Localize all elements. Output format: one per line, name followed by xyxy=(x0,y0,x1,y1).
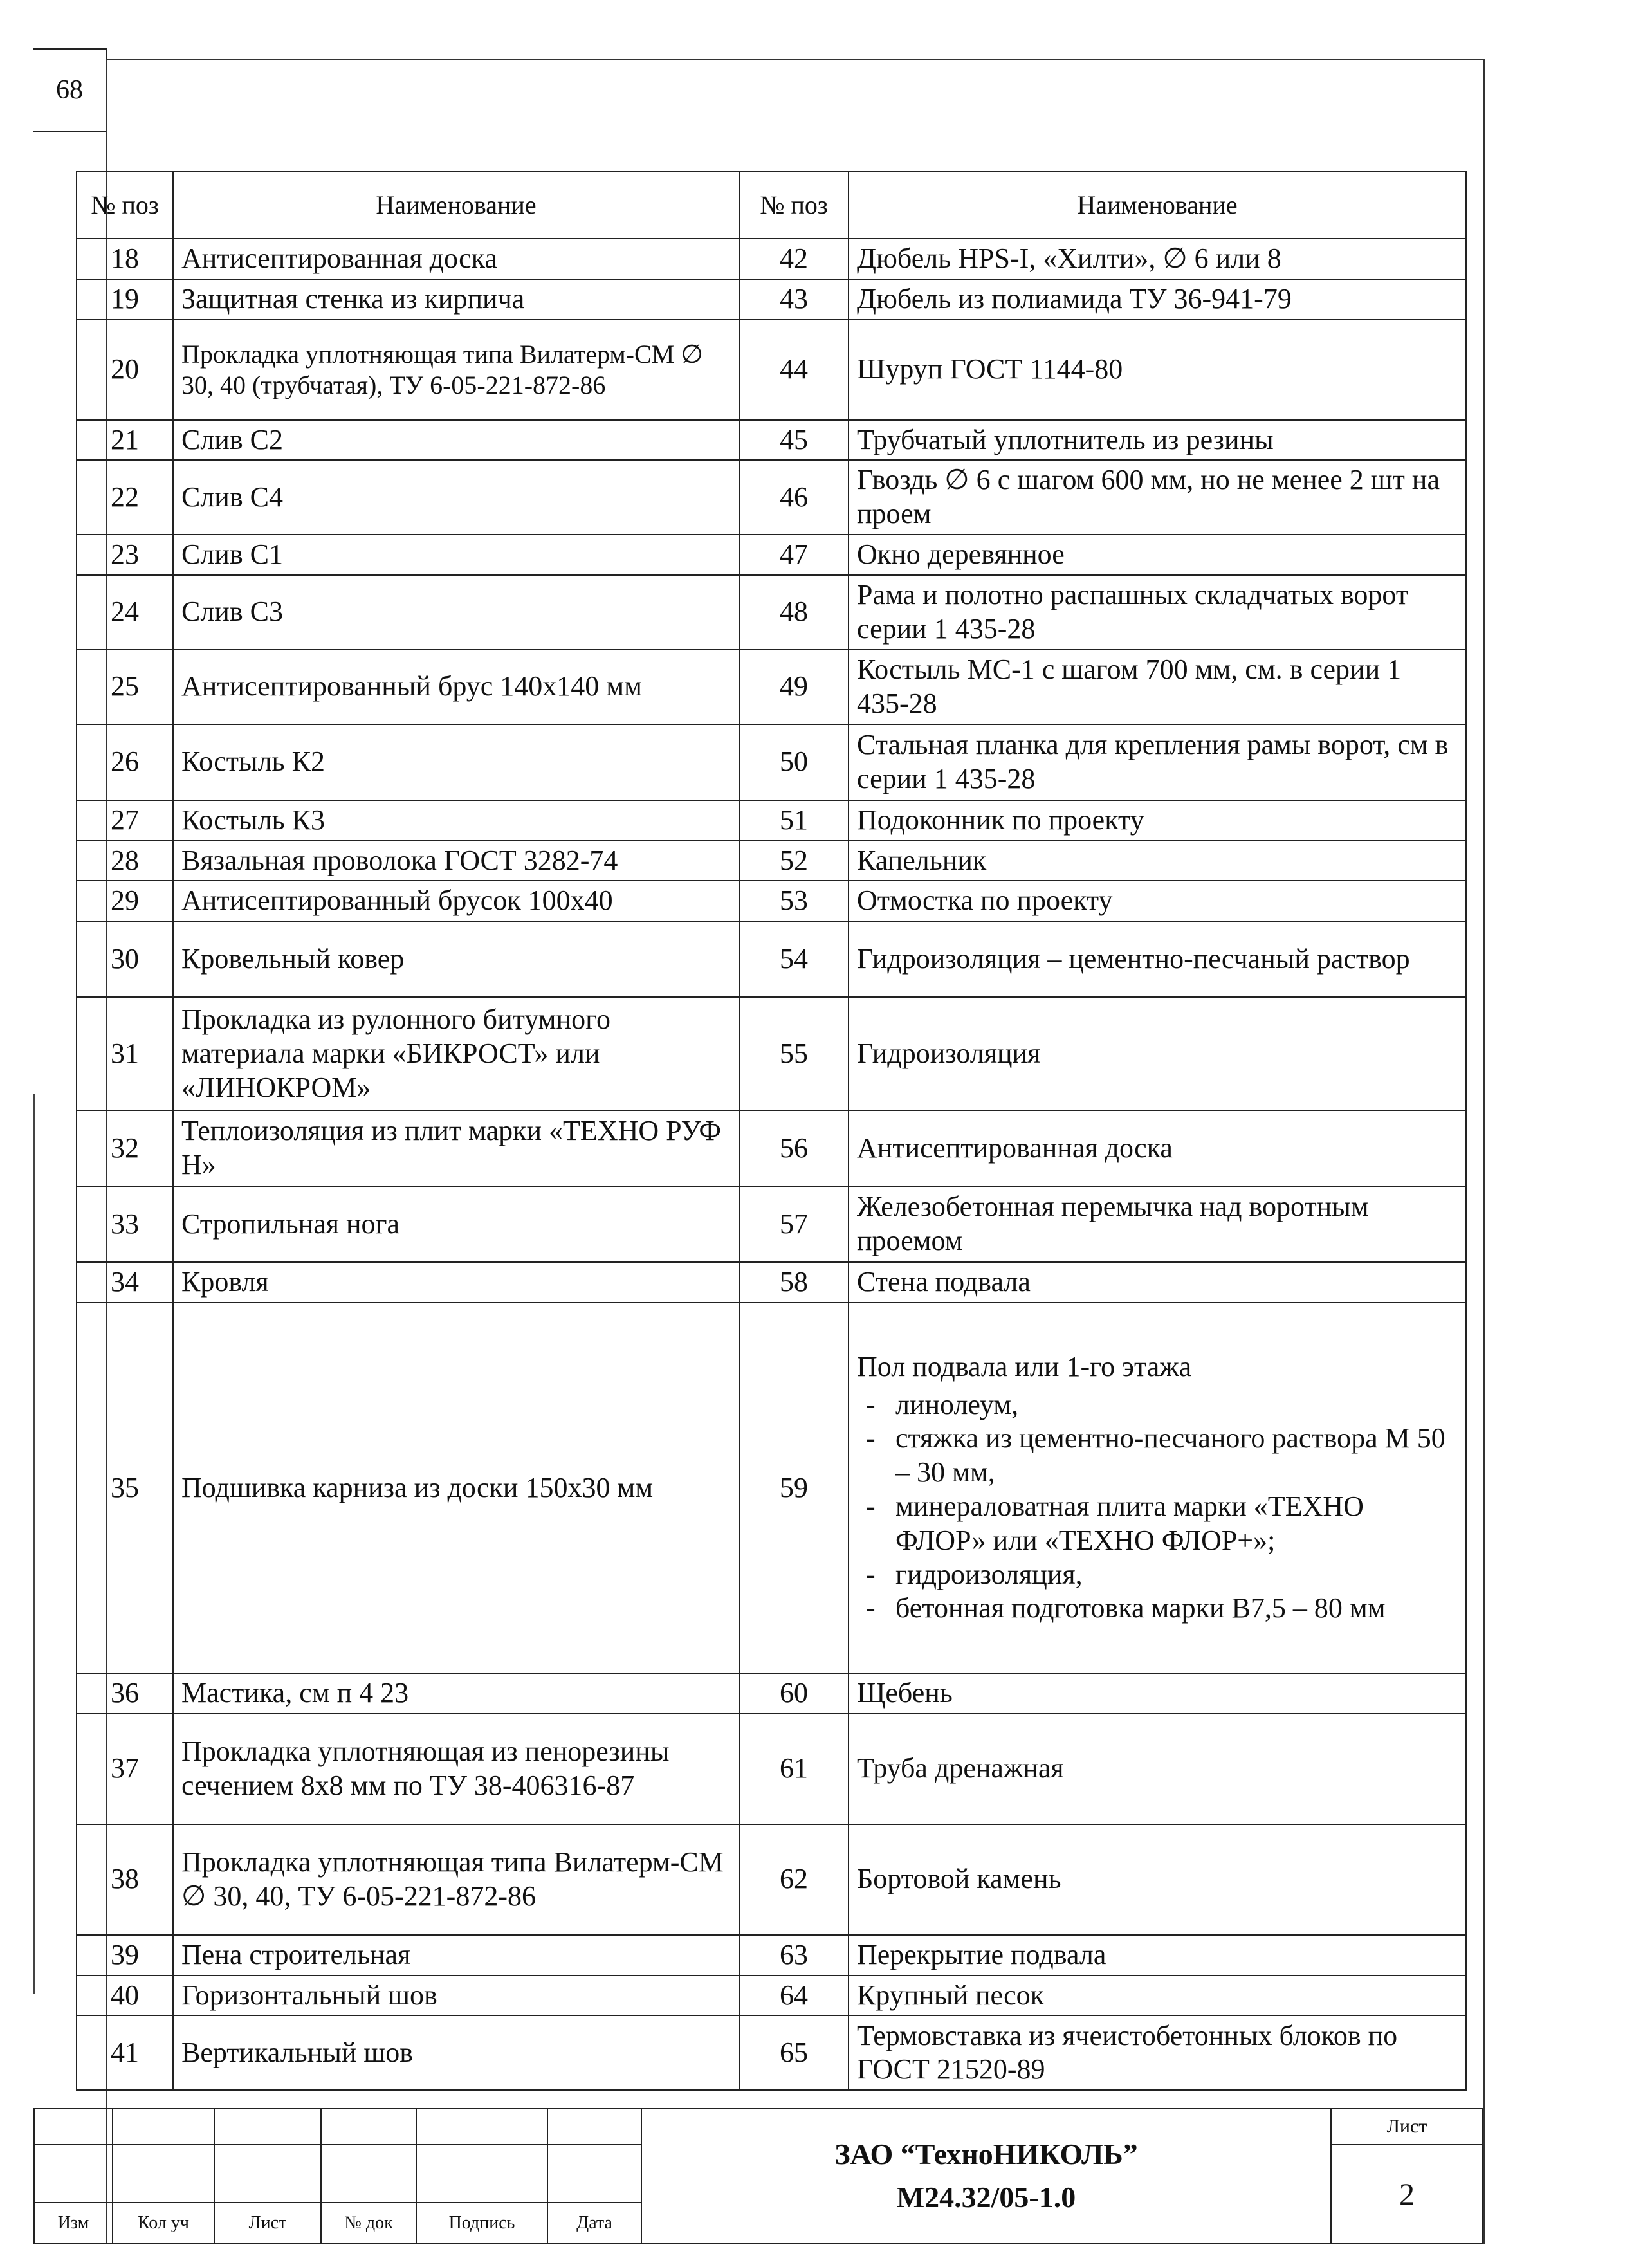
name-cell: Щебень xyxy=(849,1673,1466,1714)
table-row xyxy=(77,460,1466,535)
pos-cell: 36 xyxy=(77,1673,173,1714)
name-cell: Капельник xyxy=(849,841,1466,881)
header-name-right: Наименование xyxy=(849,172,1466,239)
sheet-label: Лист xyxy=(1331,2109,1483,2145)
name-cell: Антисептированный брусок 100х40 xyxy=(173,881,739,921)
pos-cell: 38 xyxy=(77,1824,173,1935)
pos-cell: 44 xyxy=(739,320,849,420)
pos-cell: 59 xyxy=(739,1303,849,1673)
stamp-blank-cell xyxy=(547,2145,641,2203)
pos-cell: 43 xyxy=(739,279,849,320)
header-pos-right: № поз xyxy=(739,172,849,239)
pos-cell: 25 xyxy=(77,650,173,724)
pos-cell: 40 xyxy=(77,1976,173,2016)
name-cell: Антисептированная доска xyxy=(173,239,739,279)
sheet-number: 2 xyxy=(1331,2145,1483,2244)
name-cell: Окно деревянное xyxy=(849,535,1466,575)
stamp-blank-cell xyxy=(547,2109,641,2145)
table-row xyxy=(77,1824,1466,1935)
header-pos-left: № поз xyxy=(77,172,173,239)
pos-cell: 24 xyxy=(77,575,173,650)
stamp-col-date: Дата xyxy=(547,2203,641,2244)
page-number xyxy=(33,48,107,132)
table-row xyxy=(77,881,1466,921)
name-cell: Перекрытие подвала xyxy=(849,1935,1466,1976)
name-cell: Отмостка по проекту xyxy=(849,881,1466,921)
name-cell: Подоконник по проекту xyxy=(849,800,1466,841)
pos-cell: 32 xyxy=(77,1110,173,1186)
table-header-row xyxy=(77,172,1466,239)
table-row xyxy=(77,997,1466,1110)
table-row xyxy=(77,1110,1466,1186)
table-row xyxy=(77,921,1466,997)
name-cell: Антисептированный брус 140х140 мм xyxy=(173,650,739,724)
pos-cell: 45 xyxy=(739,420,849,461)
pos-cell: 28 xyxy=(77,841,173,881)
name-cell: Дюбель HPS-I, «Хилти», ∅ 6 или 8 xyxy=(849,239,1466,279)
pos-cell: 41 xyxy=(77,2015,173,2090)
pos-cell: 20 xyxy=(77,320,173,420)
page-number-text: 68 xyxy=(56,75,83,105)
stamp-col-doc: № док xyxy=(321,2203,416,2244)
name-cell: Железобетонная перемычка над воротным проемом xyxy=(849,1186,1466,1262)
table-row xyxy=(77,1262,1466,1303)
list-item: - гидроизоляция, xyxy=(895,1558,1458,1592)
pos-cell: 35 xyxy=(77,1303,173,1673)
pos-cell: 30 xyxy=(77,921,173,997)
list-item: - бетонная подготовка марки В7,5 – 80 мм xyxy=(895,1591,1458,1626)
name-cell: Вязальная проволока ГОСТ 3282-74 xyxy=(173,841,739,881)
name-cell: Гвоздь ∅ 6 с шагом 600 мм, но не менее 2 шт на проем xyxy=(849,460,1466,535)
name-cell: Гидроизоляция – цементно-песчаный раствор xyxy=(849,921,1466,997)
pos-cell: 65 xyxy=(739,2015,849,2090)
list-item: - стяжка из цементно-песчаного раствора М 50 – 30 мм, xyxy=(895,1422,1458,1490)
name-cell: Слив С3 xyxy=(173,575,739,650)
pos-cell: 18 xyxy=(77,239,173,279)
pos-cell: 55 xyxy=(739,997,849,1110)
pos-cell: 39 xyxy=(77,1935,173,1976)
floor-structure-cell xyxy=(849,1303,1466,1673)
table-row xyxy=(77,650,1466,724)
header-name-left: Наименование xyxy=(173,172,739,239)
pos-cell: 50 xyxy=(739,724,849,800)
table-row xyxy=(77,575,1466,650)
table-row xyxy=(77,841,1466,881)
title-block xyxy=(33,2108,1483,2244)
list-item: - линолеум, xyxy=(895,1388,1458,1422)
pos-cell: 34 xyxy=(77,1262,173,1303)
name-cell: Защитная стенка из кирпича xyxy=(173,279,739,320)
name-cell: Костыль К2 xyxy=(173,724,739,800)
name-cell: Слив С4 xyxy=(173,460,739,535)
pos-cell: 37 xyxy=(77,1714,173,1824)
name-cell: Костыль МС-1 с шагом 700 мм, см. в серии 1 435-28 xyxy=(849,650,1466,724)
stamp-blank-cell xyxy=(416,2109,547,2145)
name-cell: Термовставка из ячеистобетонных блоков по ГОСТ 21520-89 xyxy=(849,2015,1466,2090)
pos-cell: 53 xyxy=(739,881,849,921)
pos-cell: 48 xyxy=(739,575,849,650)
table-row xyxy=(77,1714,1466,1824)
table-row xyxy=(77,535,1466,575)
name-cell: Бортовой камень xyxy=(849,1824,1466,1935)
stamp-col-count: Кол уч xyxy=(113,2203,214,2244)
name-cell: Рама и полотно распашных складчатых ворот серии 1 435-28 xyxy=(849,575,1466,650)
name-cell: Кровельный ковер xyxy=(173,921,739,997)
pos-cell: 54 xyxy=(739,921,849,997)
pos-cell: 26 xyxy=(77,724,173,800)
name-cell: Горизонтальный шов xyxy=(173,1976,739,2016)
name-cell: Стальная планка для крепления рамы ворот, см в серии 1 435-28 xyxy=(849,724,1466,800)
pos-cell: 27 xyxy=(77,800,173,841)
pos-cell: 21 xyxy=(77,420,173,461)
table-row xyxy=(77,1976,1466,2016)
pos-cell: 23 xyxy=(77,535,173,575)
pos-cell: 52 xyxy=(739,841,849,881)
name-cell: Прокладка из рулонного битумного материала марки «БИКРОСТ» или «ЛИНОКРОМ» xyxy=(173,997,739,1110)
floor-structure-title: Пол подвала или 1-го этажа xyxy=(857,1350,1192,1382)
name-cell: Кровля xyxy=(173,1262,739,1303)
floor-layer-list xyxy=(857,1388,1458,1626)
pos-cell: 58 xyxy=(739,1262,849,1303)
pos-cell: 64 xyxy=(739,1976,849,2016)
table-row xyxy=(77,1186,1466,1262)
company-block xyxy=(641,2109,1331,2244)
table-row xyxy=(77,320,1466,420)
stamp-blank-cell xyxy=(321,2145,416,2203)
stamp-blank-cell xyxy=(34,2109,113,2145)
pos-cell: 33 xyxy=(77,1186,173,1262)
stamp-col-signature: Подпись xyxy=(416,2203,547,2244)
name-cell: Дюбель из полиамида ТУ 36-941-79 xyxy=(849,279,1466,320)
name-cell: Костыль К3 xyxy=(173,800,739,841)
pos-cell: 31 xyxy=(77,997,173,1110)
name-cell: Крупный песок xyxy=(849,1976,1466,2016)
document-code: М24.32/05-1.0 xyxy=(896,2181,1076,2214)
stamp-col-change: Изм xyxy=(34,2203,113,2244)
specification-table xyxy=(76,171,1467,2091)
list-item: - минераловатная плита марки «ТЕХНО ФЛОР» или «ТЕХНО ФЛОР+»; xyxy=(895,1490,1458,1558)
name-cell: Пена строительная xyxy=(173,1935,739,1976)
table-row xyxy=(77,1935,1466,1976)
table-row xyxy=(77,1673,1466,1714)
table-row xyxy=(77,239,1466,279)
pos-cell: 51 xyxy=(739,800,849,841)
name-cell: Шуруп ГОСТ 1144-80 xyxy=(849,320,1466,420)
name-cell: Подшивка карниза из доски 150х30 мм xyxy=(173,1303,739,1673)
name-cell: Гидроизоляция xyxy=(849,997,1466,1110)
pos-cell: 62 xyxy=(739,1824,849,1935)
binding-rule xyxy=(33,1094,35,1994)
name-cell: Слив С1 xyxy=(173,535,739,575)
stamp-blank-cell xyxy=(214,2145,321,2203)
name-cell: Прокладка уплотняющая из пенорезины сечением 8х8 мм по ТУ 38-406316-87 xyxy=(173,1714,739,1824)
pos-cell: 57 xyxy=(739,1186,849,1262)
name-cell: Прокладка уплотняющая типа Вилатерм-СМ ∅ 30, 40, ТУ 6-05-221-872-86 xyxy=(173,1824,739,1935)
name-cell: Мастика, см п 4 23 xyxy=(173,1673,739,1714)
name-cell: Трубчатый уплотнитель из резины xyxy=(849,420,1466,461)
name-cell: Прокладка уплотняющая типа Вилатерм-СМ ∅ 30, 40 (трубчатая), ТУ 6-05-221-872-86 xyxy=(173,320,739,420)
stamp-blank-cell xyxy=(113,2109,214,2145)
pos-cell: 47 xyxy=(739,535,849,575)
pos-cell: 63 xyxy=(739,1935,849,1976)
pos-cell: 49 xyxy=(739,650,849,724)
stamp-blank-cell xyxy=(113,2145,214,2203)
table-row xyxy=(77,1303,1466,1673)
table-row xyxy=(77,800,1466,841)
stamp-blank-cell xyxy=(416,2145,547,2203)
stamp-col-sheet: Лист xyxy=(214,2203,321,2244)
pos-cell: 42 xyxy=(739,239,849,279)
stamp-blank-cell xyxy=(321,2109,416,2145)
name-cell: Труба дренажная xyxy=(849,1714,1466,1824)
table-row xyxy=(77,420,1466,461)
pos-cell: 61 xyxy=(739,1714,849,1824)
stamp-blank-cell xyxy=(34,2145,113,2203)
name-cell: Вертикальный шов xyxy=(173,2015,739,2090)
name-cell: Стена подвала xyxy=(849,1262,1466,1303)
table-row xyxy=(77,724,1466,800)
pos-cell: 60 xyxy=(739,1673,849,1714)
pos-cell: 46 xyxy=(739,460,849,535)
pos-cell: 19 xyxy=(77,279,173,320)
name-cell: Теплоизоляция из плит марки «ТЕХНО РУФ Н» xyxy=(173,1110,739,1186)
company-name: ЗАО “ТехноНИКОЛЬ” xyxy=(834,2138,1138,2171)
pos-cell: 56 xyxy=(739,1110,849,1186)
name-cell: Слив С2 xyxy=(173,420,739,461)
name-cell: Стропильная нога xyxy=(173,1186,739,1262)
table-row xyxy=(77,279,1466,320)
stamp-blank-cell xyxy=(214,2109,321,2145)
name-cell: Антисептированная доска xyxy=(849,1110,1466,1186)
table-row xyxy=(77,2015,1466,2090)
pos-cell: 22 xyxy=(77,460,173,535)
pos-cell: 29 xyxy=(77,881,173,921)
